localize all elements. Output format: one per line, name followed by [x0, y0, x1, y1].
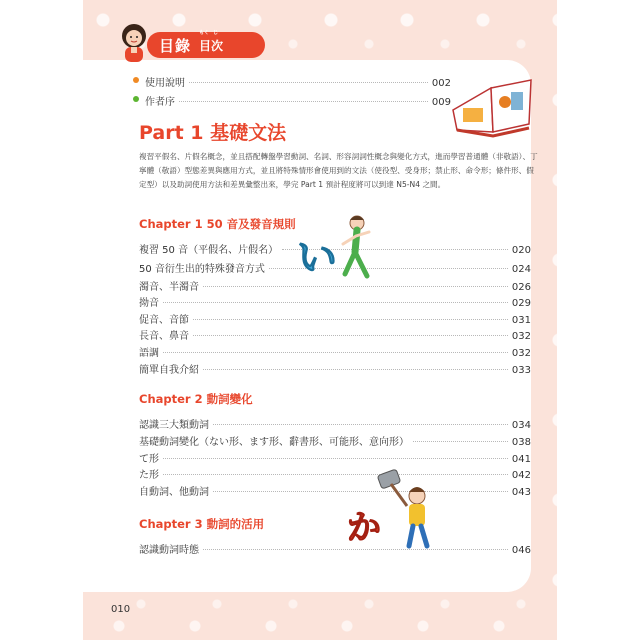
- entry-label: 促音、音節: [139, 315, 189, 326]
- entry-page: 032: [511, 331, 531, 342]
- entry-label: 作者序: [145, 97, 175, 108]
- toc-entry[interactable]: [139, 294, 531, 309]
- leader-dots: [163, 352, 508, 353]
- toc-entry[interactable]: [139, 466, 531, 481]
- leader-dots: [163, 474, 508, 475]
- toc-entry[interactable]: [139, 327, 531, 342]
- furigana-ji: じ: [213, 29, 219, 36]
- hammer-boy-icon: [377, 466, 439, 550]
- entry-page: 031: [511, 315, 531, 326]
- entry-page: 009: [431, 97, 451, 108]
- entry-page: 042: [511, 470, 531, 481]
- entry-page: 026: [511, 282, 531, 293]
- leader-dots: [189, 82, 428, 83]
- leader-dots: [213, 424, 508, 425]
- entry-label: 50 音衍生出的特殊發音方式: [139, 264, 265, 275]
- entry-label: 認識三大類動詞: [139, 420, 209, 431]
- entry-page: 033: [511, 365, 531, 376]
- toc-entry[interactable]: [139, 344, 531, 359]
- leader-dots: [413, 441, 508, 442]
- entry-label: 拗音: [139, 298, 159, 309]
- teacher-avatar-icon: [117, 22, 151, 62]
- leader-dots: [163, 302, 508, 303]
- leader-dots: [193, 335, 508, 336]
- entry-page: 038: [511, 437, 531, 448]
- part-title: Part 1 基礎文法: [139, 122, 287, 144]
- entry-label: て形: [139, 454, 159, 465]
- chapter-title: Chapter 2 動詞變化: [139, 392, 253, 406]
- entry-label: 語調: [139, 348, 159, 359]
- entry-page: 034: [511, 420, 531, 431]
- leader-dots: [179, 101, 428, 102]
- toc-subtitle: [199, 29, 224, 54]
- toc-entry[interactable]: [139, 361, 531, 376]
- entry-label: た形: [139, 470, 159, 481]
- running-boy-icon: [337, 214, 375, 284]
- chapter-title: Chapter 3 動詞的活用: [139, 517, 265, 531]
- toc-entry[interactable]: [145, 74, 451, 89]
- furigana-moku: もく: [199, 29, 210, 36]
- entry-label: 認識動詞時態: [139, 545, 199, 556]
- entry-page: 029: [511, 298, 531, 309]
- book-page: [83, 0, 557, 640]
- entry-page: 020: [511, 245, 531, 256]
- kana-i-illustration: [297, 214, 377, 286]
- entry-label: 基礎動詞變化（ない形、ます形、辭書形、可能形、意向形）: [139, 437, 409, 448]
- entry-label: 長音、鼻音: [139, 331, 189, 342]
- kana-i-glyph: い: [297, 235, 337, 281]
- entry-label: 使用說明: [145, 78, 185, 89]
- entry-page: 024: [511, 264, 531, 275]
- toc-title-badge: [147, 29, 265, 58]
- entry-label: 複習 50 音（平假名、片假名）: [139, 245, 279, 256]
- toc-entry[interactable]: [139, 541, 531, 556]
- entry-label: 簡單自我介紹: [139, 365, 199, 376]
- toc-entry[interactable]: [145, 93, 451, 108]
- leader-dots: [203, 549, 508, 550]
- leader-dots: [193, 319, 508, 320]
- toc-entry[interactable]: [139, 450, 531, 465]
- leader-dots: [203, 369, 508, 370]
- entry-page: 046: [511, 545, 531, 556]
- part-description: 複習平假名、片假名概念，並且搭配轉盤學習動詞、名詞、形容詞詞性概念與變化方式，進而學習普通體（非敬語）、丁寧體（敬語）型態差異與應用方式，並且將特殊情形會使用到的文法（使役型、受身形；禁止形、命令形；條件形、假定型）以及助詞使用方法和差異彙整出來，學完 Part 1 預計程度將可以到達 N5-N4 之間。: [139, 152, 538, 189]
- kana-ka-glyph: か: [347, 508, 381, 548]
- chapter-title: Chapter 1 50 音及發音規則: [139, 217, 296, 231]
- entry-page: 002: [431, 78, 451, 89]
- entry-page: 032: [511, 348, 531, 359]
- orange-bullet-icon: [133, 77, 139, 83]
- toc-entry[interactable]: [139, 483, 531, 498]
- leader-dots: [203, 286, 508, 287]
- toc-entry[interactable]: [139, 416, 531, 431]
- entry-page: 043: [511, 487, 531, 498]
- page-number: 010: [111, 604, 131, 615]
- entry-page: 041: [511, 454, 531, 465]
- entry-label: 自動詞、他動詞: [139, 487, 209, 498]
- entry-label: 濁音、半濁音: [139, 282, 199, 293]
- kana-ka-illustration: [347, 466, 439, 550]
- toc-entry[interactable]: [139, 311, 531, 326]
- leader-dots: [163, 458, 508, 459]
- toc-title: 目錄: [159, 36, 192, 55]
- open-book-icon: [449, 70, 535, 140]
- toc-entry[interactable]: [139, 433, 531, 448]
- green-bullet-icon: [133, 96, 139, 102]
- toc-subtitle-text: 目次: [199, 38, 224, 53]
